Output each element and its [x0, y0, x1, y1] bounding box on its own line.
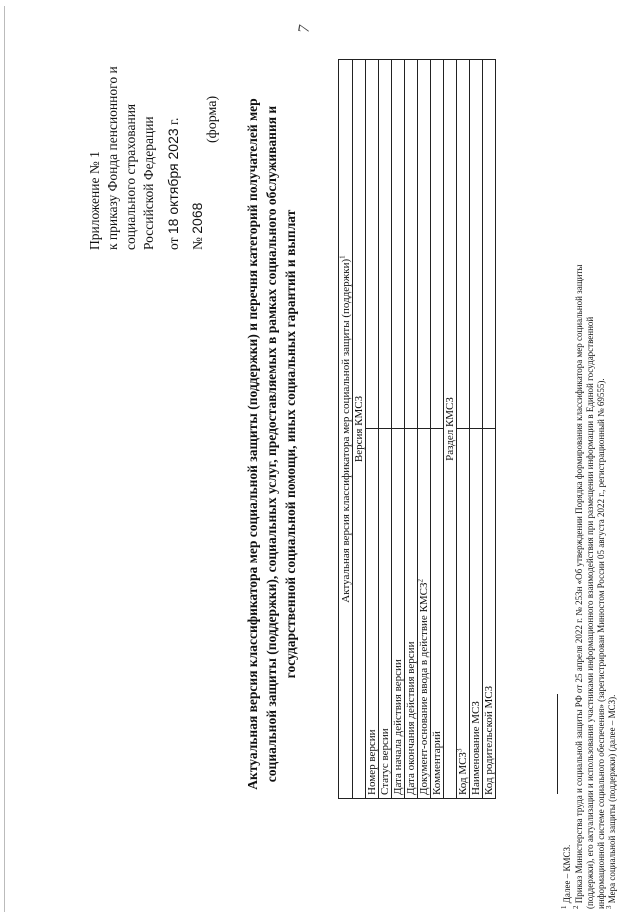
table-row — [483, 60, 496, 799]
classifier-table — [338, 59, 496, 799]
handwritten-mark: 7 — [295, 23, 314, 35]
approval-number — [190, 203, 205, 250]
row-value — [405, 60, 418, 430]
row-value — [418, 60, 431, 430]
row-label: Код родительской МСЗ — [483, 429, 496, 799]
footnote-2-end: информационной системе социального обеспечения» (зарегистрирован Минюстом России 05 августа 2022 г., регистрационный № 69555). — [596, 378, 606, 909]
row-label: Статус версии — [379, 429, 392, 799]
approval-date — [166, 118, 181, 250]
table-header: Актуальная версия классификатора мер социальной защиты (поддержки)$^1$ — [339, 60, 353, 799]
row-value — [457, 60, 470, 430]
table-row — [405, 60, 418, 799]
approval-line-order: к приказу Фонда пенсионного и — [105, 66, 120, 250]
title-line-1: Актуальная версия классификатора мер социальной защиты (поддержки) и перечня категорий получателей мер — [245, 98, 260, 790]
table-row — [457, 60, 470, 799]
footnote-2-cont: (поддержки), его актуализации и использования участниками информационного взаимодействия при размещении информации в Единой государственной — [585, 316, 595, 909]
row-label: Дата окончания действия версии — [405, 429, 418, 799]
number-value: 2068 — [189, 202, 205, 234]
approval-line-country: Российской Федерации — [141, 116, 156, 250]
date-suffix: г. — [166, 117, 181, 125]
date-prefix: от — [166, 237, 181, 250]
row-value — [366, 60, 379, 430]
section-section-row — [444, 60, 457, 799]
row-label: Комментарий — [431, 429, 444, 799]
number-prefix: № — [190, 237, 205, 250]
row-value — [470, 60, 483, 430]
row-value — [392, 60, 405, 430]
table-row — [379, 60, 392, 799]
version-section-row — [353, 60, 366, 799]
table-row — [470, 60, 483, 799]
footnote-1: $^1$ Далее – КМСЗ. — [560, 844, 572, 909]
row-label: Наименование МСЗ — [470, 429, 483, 799]
row-label: Дата начала действия версии — [392, 429, 405, 799]
version-section-title: Версия КМСЗ — [353, 60, 366, 799]
table-row — [366, 60, 379, 799]
row-value — [431, 60, 444, 430]
row-value — [379, 60, 392, 430]
title-line-2: социальной защиты (поддержки), социальных услуг, предоставляемых в рамках социального обслуживания и — [264, 105, 279, 783]
row-label: Номер версии — [366, 429, 379, 799]
section-section-title: Раздел КМСЗ — [444, 60, 457, 799]
form-label: (форма) — [205, 95, 220, 143]
date-value: 18 октября 2023 — [165, 128, 181, 235]
row-label: Документ-основание ввода в действие КМСЗ$^2$ — [418, 429, 431, 799]
table-row — [392, 60, 405, 799]
approval-line-fund: социального страхования — [123, 103, 138, 250]
approval-line-appendix: Приложение № 1 — [87, 151, 102, 250]
row-label: Код МСЗ$^3$ — [457, 429, 470, 799]
row-value — [483, 60, 496, 430]
document-title — [243, 84, 300, 804]
footnote-divider — [557, 694, 558, 794]
table-header-row — [339, 60, 353, 799]
footnote-2: $^2$ Приказ Министерства труда и социальной защиты РФ от 25 апреля 2022 г. № 253н «Об утверждении Порядка формирования классификатора мер социальной защиты — [572, 264, 584, 909]
table-row — [431, 60, 444, 799]
title-line-3: государственной социальной помощи, иных социальных гарантий и выплат — [283, 209, 298, 679]
footnote-3: $^3$ Мера социальной защиты (поддержки) (далее – МСЗ). — [605, 694, 617, 909]
table-row — [418, 60, 431, 799]
